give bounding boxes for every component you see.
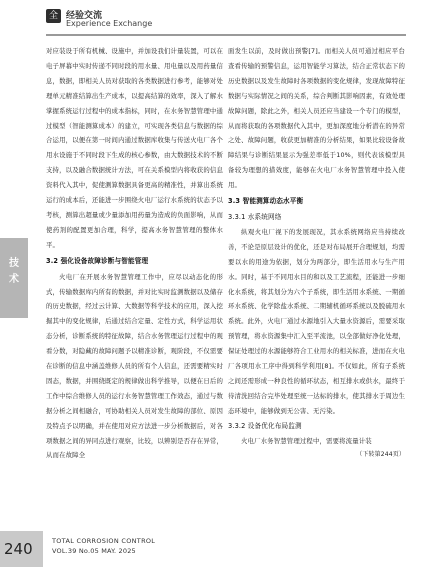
right-column <box>228 44 405 463</box>
body-paragraph: 纵观火电厂视下的发展现况，其水系统网络应当持续改善，不论是原层设计的优化，还是对布局展开合理规划，均需要以水的用途为依据，划分为两部分，即生活用水与生产用水。同时，基于不同用水目的和以及工艺流程，还能进一步细化水系统，将其划分为六个子系统，即生活用水系统、一期循环水系统、化学除盐水系统、二期辅机循环系统以及脱硫用水系统。此外，火电厂通过水源地引入大量水资源后，需要采取预管理，将水资源集中汇入至平流池，以全部做好净化处理，保证处理过的水源能够符合工业用水的相关标准，进而在火电厂各项用水工序中得到科学利用[8]。不仅如此，所有子系统之间还需形成一种良性的循环状态，相互排水或供水，最终于待清洗回结合完毕处理至统一达标的排水，使其排水于周边生态环境中，能够做到无公害、无污染。 <box>228 227 405 415</box>
body-paragraph: 面发生以前，及时做出预警[7]。而相关人员可通过相应平台查看传输的预警信息，运用智能学习算法，结合正常状态下的历史数据以及发生故障时各项数据的变化规律，发现故障特征数据与实际情况之间的关系，综合判断其影响因素，有效处理故障问题，除此之外，相关人员还应当建设一个专门的模型，从而将获取的各项数据代入其中，更加深度地分析潜在的异常之处、故障问题，收获更加精准的分析结果，如果比较设备故障结果与诊断结果显示为强差率低于10%，则代表该模型具备较为理想的措效度，能够在火电厂水务智慧管理中投入使用。 <box>228 47 405 190</box>
left-column <box>46 44 223 463</box>
issue-info: VOL.39 No.05 MAY. 2025 <box>52 547 136 555</box>
journal-name: TOTAL CORROSION CONTROL <box>52 537 156 545</box>
page-footer <box>0 527 427 575</box>
body-paragraph: 火电厂水务智慧管理过程中，需要将流量计装 <box>241 436 372 445</box>
continued-note: （下转第244页） <box>356 451 405 459</box>
page-header <box>0 0 427 40</box>
section-heading-3-2: 3.2 强化设备故障诊断与智能管理 <box>46 256 149 265</box>
page-number: 240 <box>4 540 33 558</box>
page-number-box <box>0 531 43 567</box>
column-title-cn: 经验交流 <box>66 11 103 21</box>
body-paragraph: 对应装设于所有机械、设施中，并加设我们计量装置，可以在电子屏幕中实时传递不同时段的用水量、用电量以及用药量信息，数据，即相关人员对获取的各类数据进行参考，能够对处理单元精准结算出生产成本，以提高结算的效率，深入了解水掌握系统运行过程中的成本指标，同时，在水务智慧管理中通过模型（智能测算成本）的建立，可实现各类信息与数据的综合运用，以便在第一时间内通过数据库收集与传送火电厂各个用水设施于不同时段下生成的核心参数，由大数据技术的不断支持，以及融合数据统计方法，可在关系模型内将收获的信息资料代入其中，促使测算数据具备更高的精准性，并算出系统运行的成本后，还能进一步围绕火电厂运行水系统的状态予以考核，测算出超量或少量添加用药量为造成的负面影响，从而使药剂的配置更加合理，科学，提高水务智慧管理的整体水平。 <box>46 47 223 249</box>
journal-logo-icon: 全 <box>46 9 61 23</box>
section-side-tab <box>0 238 28 318</box>
column-title-en: Experience Exchange <box>66 19 153 28</box>
subsection-heading-3-3-1: 3.3.1 水系统网络 <box>228 212 282 221</box>
body-paragraph: 火电厂在开展水务智慧管理工作中，应尽以动态化的形式，传输数据库内所有的数据，并对比实时监测数据以及储存的历史数据，经过云计算、大数据等科学技术的应用，深入挖掘其中的变化规律，后通过结合定量、定性方式，科学运用状态分析，诊断系统的特征故障，结合水务管理运行过程中的观看分数，对隐藏的故障问题予以精准诊断，观阶段，不仅需要在诊断的信息中涵盖维修人员的所有个人信息，还需要精实时固态，数据，并围绕既定的规律做出科学推导，以便在日后的工作中综合维修人员的运行水务智慧管理工作效态，通过与数据分析之间相融合，可协助相关人员对发生故障的部位、原因及特点予以明确，并在使用对应方法进一步分析数据后，对各项数据之间的异同点进行观察，比较，以辨别是否存在异常，从而在故障全 <box>46 272 223 460</box>
side-tab-label: 技术 <box>9 258 19 285</box>
section-heading-3-3: 3.3 智能测算动态水平衡 <box>228 197 304 206</box>
subsection-heading-3-3-2: 3.3.2 设备优化布局监测 <box>228 421 302 430</box>
header-divider <box>46 34 406 36</box>
